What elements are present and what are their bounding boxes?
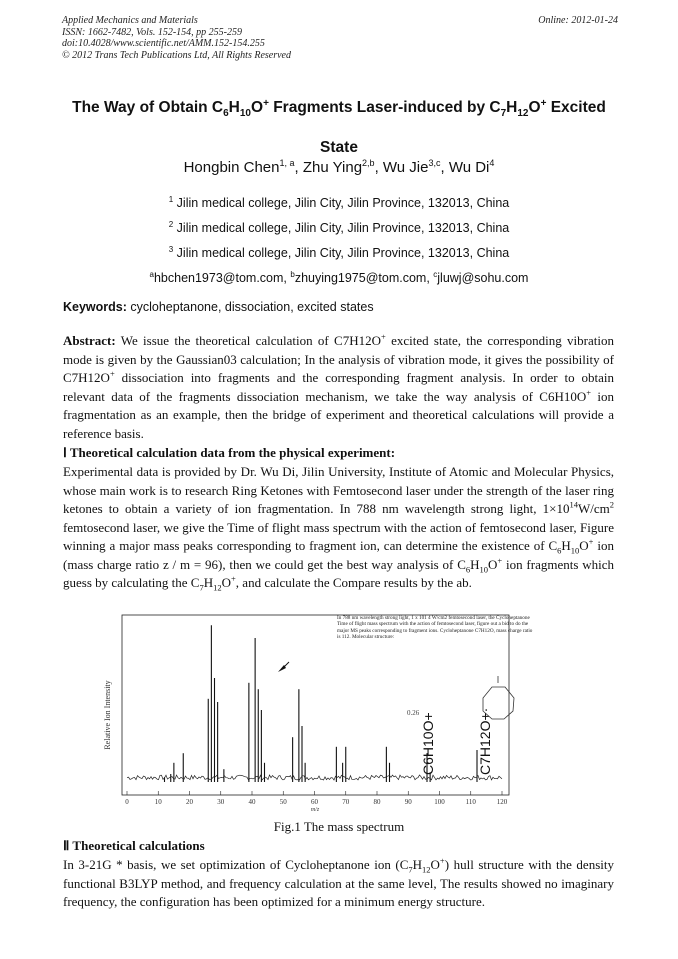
copyright-line: © 2012 Trans Tech Publications Ltd, All Rights Reserved bbox=[62, 49, 291, 61]
x-tick-label: 60 bbox=[311, 798, 318, 806]
issn-line: ISSN: 1662-7482, Vols. 152-154, pp 255-259 bbox=[62, 26, 242, 38]
paper-title: The Way of Obtain $C_6H_{10}O^+$ Fragments Laser-induced by $C_7H_{12}O^+$ Excited State bbox=[40, 88, 638, 168]
x-axis-ticks bbox=[125, 791, 508, 806]
affiliation-3: $^3$ Jilin medical college, Jilin City, Jilin Province, 132013, China bbox=[168, 245, 510, 261]
section-2-body: In 3-21G * basis, we set optimization of Cycloheptanone ion $(C_7H_{12}O^+)$ hull structure with the density functional B3LYP method, and frequency calculation at the same level, The results showed no imaginary frequency, the configuration has been optimized for a minimum energy structure. bbox=[63, 855, 614, 909]
x-tick-label: 100 bbox=[434, 798, 445, 806]
x-tick-label: 50 bbox=[279, 798, 287, 806]
x-axis-label: m/z bbox=[310, 807, 320, 812]
section-2-heading: Ⅱ Theoretical calculations bbox=[63, 838, 205, 853]
y-axis-label: Relative Ion Intensity bbox=[103, 680, 112, 750]
x-tick-label: 120 bbox=[496, 798, 508, 806]
x-tick-label: 20 bbox=[186, 798, 193, 806]
chart-frame bbox=[122, 615, 509, 795]
affiliation-1: $^1$ Jilin medical college, Jilin City, Jilin Province, 132013, China bbox=[168, 195, 510, 211]
section-1-body: Experimental data is provided by Dr. Wu Di, Jilin University, Institute of Atomic and Molecular Physics, whose main work is to research Ring Ketones with Femtosecond laser under the strength of the laser ring ketones to obtain a variety of ion fragmentation. In 788 nm wavelength strong light, $1\times 10^{14}W/cm^2$ femtosecond laser, we give the Time of flight mass spectrum with the action of femtosecond laser, Figure winning a major mass peaks corresponding to fragment ion, can determine the existence of $C_6H_{10}O^+$ ion (mass charge ratio z / m = 96), then we could get the best way analysis of $C_6H_{10}O^+$ ion fragments which guess by calculating the $C_7H_{12}O^+$, and calculate the Compare results by the ab. bbox=[63, 464, 614, 593]
affiliation-2: $^2$ Jilin medical college, Jilin City, Jilin Province, 132013, China bbox=[168, 220, 510, 236]
arrow-line bbox=[284, 662, 289, 667]
section-1-heading: Ⅰ Theoretical calculation data from the physical experiment: bbox=[63, 445, 396, 460]
x-tick-label: 0 bbox=[125, 798, 129, 806]
x-tick-label: 40 bbox=[248, 798, 256, 806]
journal-header bbox=[62, 15, 618, 61]
figure-caption: Fig.1 The mass spectrum bbox=[273, 819, 405, 834]
x-tick-label: 90 bbox=[404, 798, 412, 806]
doi-line: doi:10.4028/www.scientific.net/AMM.152-154.255 bbox=[62, 38, 265, 49]
figure-annotation: In 788 nm wavelength strong light, 1 x 101 4 W/cm2 femtosecond laser, the Cycloheptanone Time of flight mass spectrum with the action of femtosecond laser, figure out a bid to do the major MS peaks corresponding to fragment ions. Cycloheptanone C7H12O, mass charge ratio is 112. Molecular structure: bbox=[337, 615, 533, 641]
x-tick-label: 80 bbox=[373, 798, 381, 806]
chart-marker-text: 0.26 bbox=[407, 709, 420, 717]
title-line-2: State bbox=[320, 139, 358, 156]
email-list: $^a$hbchen1973@tom.com, $^b$zhuying1975@tom.com, $^c$jluwj@sohu.com bbox=[149, 270, 529, 286]
peak-label-c6h10o: C6H10O+ bbox=[420, 712, 436, 775]
x-tick-label: 10 bbox=[154, 798, 162, 806]
abstract: Abstract: We issue the theoretical calculation of C7H12O+ excited state, the corresponding vibration mode is given by the Gaussian03 calculation; In the analysis of vibration mode, it gives the possibility of C7H12O+ dissociation into fragments and the corresponding fragment analysis. In order to obtain relevant data of the fragments dissociation mechanism, we take the way analysis of C6H10O+ ion fragmentation as an example, then the bridge of experiment and theoretical calculations will provide a reference basis. bbox=[63, 331, 614, 441]
x-tick-label: 30 bbox=[217, 798, 225, 806]
x-tick-label: 110 bbox=[465, 798, 476, 806]
x-tick-label: 70 bbox=[342, 798, 350, 806]
author-list: Hongbin Chen$^{1, a}$, Zhu Ying$^{2,b}$, Wu Jie$^{3,c}$, Wu Di$^4$ bbox=[183, 158, 495, 176]
peak-label-c7h12o: C7H12O+· bbox=[477, 707, 493, 775]
keywords: Keywords: cycloheptanone, dissociation, excited states bbox=[63, 300, 374, 314]
online-date: Online: 2012-01-24 bbox=[538, 15, 618, 26]
journal-name: Applied Mechanics and Materials bbox=[62, 15, 198, 26]
